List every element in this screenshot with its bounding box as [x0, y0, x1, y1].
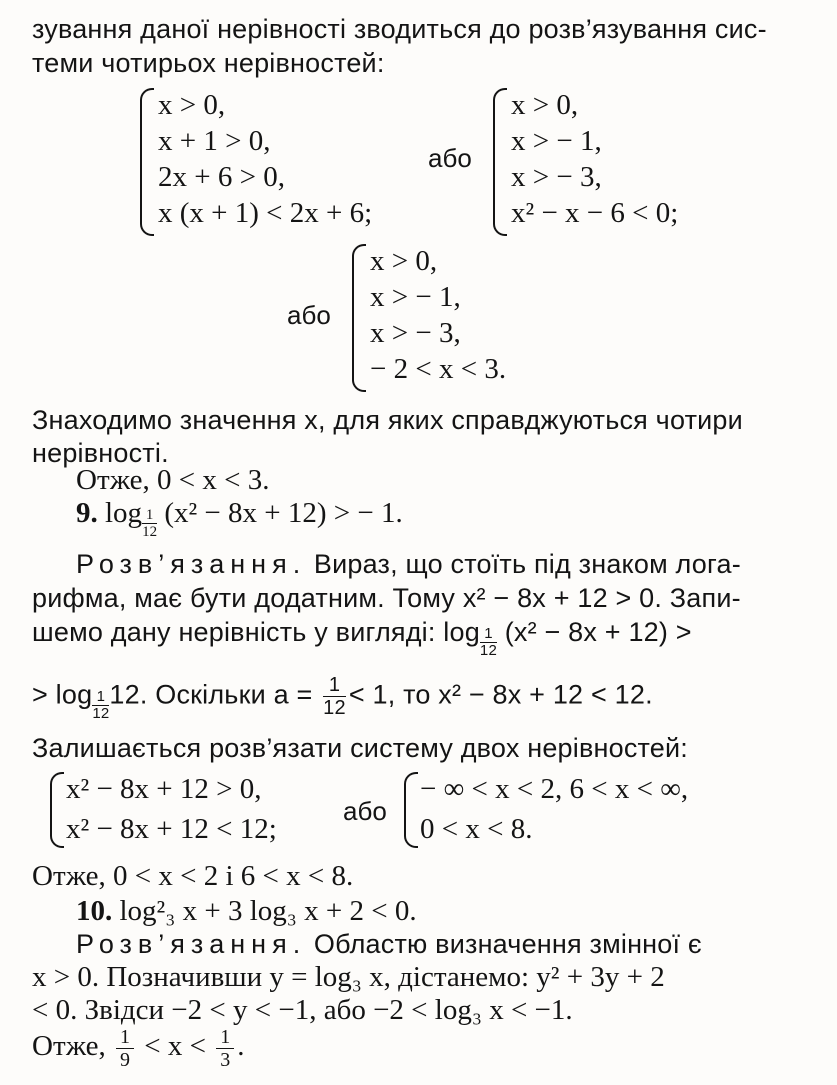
answer-10 — [32, 1026, 244, 1071]
solution-text: (x² − 8x + 12) > — [504, 617, 692, 647]
system-1-right — [493, 88, 733, 236]
fraction-denominator: 9 — [120, 1049, 130, 1071]
problem-10-expression: log²₃ x + 3 log₃ x + 2 < 0. — [119, 895, 417, 927]
solution-text: шемо дану нерівність у вигляді: log — [32, 617, 480, 647]
inequality: x > 0, — [158, 89, 226, 121]
log-base — [480, 626, 497, 659]
inequality: x (x + 1) < 2x + 6; — [158, 197, 373, 229]
inequality: x² − x − 6 < 0; — [511, 197, 679, 229]
answer-text: < x < — [137, 1030, 214, 1063]
solution-9-line-4 — [32, 674, 653, 722]
answer-8: Отже, 0 < x < 3. — [76, 464, 270, 496]
solution-10-line-3: < 0. Звідси −2 < y < −1, або −2 < log₃ x < −1. — [32, 994, 573, 1026]
fraction-denominator: 3 — [220, 1049, 231, 1071]
solution-label: Розв’язання. — [76, 929, 307, 959]
inequality: − ∞ < x < 2, 6 < x < ∞, — [420, 773, 689, 805]
solution-9-line-3 — [32, 615, 692, 659]
base-numerator: 1 — [480, 626, 497, 643]
fraction-denominator: 12 — [323, 697, 346, 719]
problem-9 — [76, 496, 403, 540]
inequality: x² − 8x + 12 > 0, — [66, 773, 262, 805]
solution-10-line-1 — [76, 927, 702, 961]
inequality: 0 < x < 8. — [420, 813, 533, 845]
brace — [404, 772, 418, 848]
solution-text: 12. Оскільки a = — [109, 679, 321, 710]
problem-10 — [76, 894, 417, 928]
brace — [140, 88, 154, 236]
log-symbol: log — [105, 497, 143, 529]
inequality: x > 0, — [511, 89, 579, 121]
inequality: x > − 3, — [370, 317, 461, 349]
solution-9-line-2: рифма, має бути додатним. Тому x² − 8x + 12 > 0. Запи- — [32, 583, 741, 613]
inequality: x² − 8x + 12 < 12; — [66, 813, 277, 845]
fraction-numerator: 1 — [323, 674, 346, 697]
intro-line-1: зування даної нерівності зводиться до розв’язування сис- — [32, 14, 767, 44]
system-1-left — [140, 88, 420, 236]
answer-text: . — [237, 1030, 245, 1063]
problem-number: 9. — [76, 497, 98, 529]
brace — [50, 772, 64, 848]
brace — [352, 244, 366, 392]
solution-10-line-2: x > 0. Позначивши y = log₃ x, дістанемо: y² + 3y + 2 — [32, 961, 665, 993]
solution-9-line-1 — [76, 547, 741, 581]
inequality: x > 0, — [370, 245, 438, 277]
log-base — [142, 507, 157, 540]
base-denominator: 12 — [92, 704, 110, 722]
base-denominator: 12 — [142, 524, 158, 540]
base-numerator: 1 — [92, 689, 109, 706]
inequality: x > − 1, — [511, 125, 602, 157]
answer-label: Отже, — [32, 1030, 113, 1063]
inequality: x + 1 > 0, — [158, 125, 271, 157]
inequality: x > − 3, — [511, 161, 602, 193]
log-base — [92, 689, 109, 722]
or-word: або — [343, 796, 387, 826]
system-2 — [352, 244, 562, 392]
solution-label: Розв’язання. — [76, 549, 307, 579]
system-3-left — [50, 772, 330, 848]
inequality: 2x + 6 > 0, — [158, 161, 285, 193]
solution-text: Областю визначення змінної є — [306, 929, 702, 959]
or-word: або — [428, 143, 472, 173]
solution-text: < 1, то x² − 8x + 12 < 12. — [348, 679, 653, 710]
system-3-right — [404, 772, 804, 848]
answer-9: Отже, 0 < x < 2 і 6 < x < 8. — [32, 860, 354, 892]
find-line-1: Знаходимо значення x, для яких справджуються чотири — [32, 405, 743, 435]
inequality: x > − 1, — [370, 281, 461, 313]
find-line-2: нерівності. — [32, 438, 169, 468]
fraction-numerator: 1 — [116, 1026, 134, 1049]
solution-9-line-5: Залишається розв’язати систему двох нерівностей: — [32, 733, 689, 763]
fraction — [323, 674, 346, 719]
problem-number: 10. — [76, 895, 113, 927]
fraction-numerator: 1 — [216, 1026, 234, 1049]
or-word: або — [287, 300, 331, 330]
problem-9-expression: (x² − 8x + 12) > − 1. — [164, 497, 403, 529]
base-denominator: 12 — [479, 642, 498, 659]
solution-text: > log — [32, 679, 93, 710]
brace — [493, 88, 507, 236]
inequality: − 2 < x < 3. — [370, 353, 507, 385]
fraction — [116, 1026, 134, 1071]
base-numerator: 1 — [142, 507, 157, 524]
intro-line-2: теми чотирьох нерівностей: — [32, 48, 385, 78]
solution-text: Вираз, що стоїть під знаком лога- — [306, 549, 741, 579]
fraction — [216, 1026, 234, 1071]
